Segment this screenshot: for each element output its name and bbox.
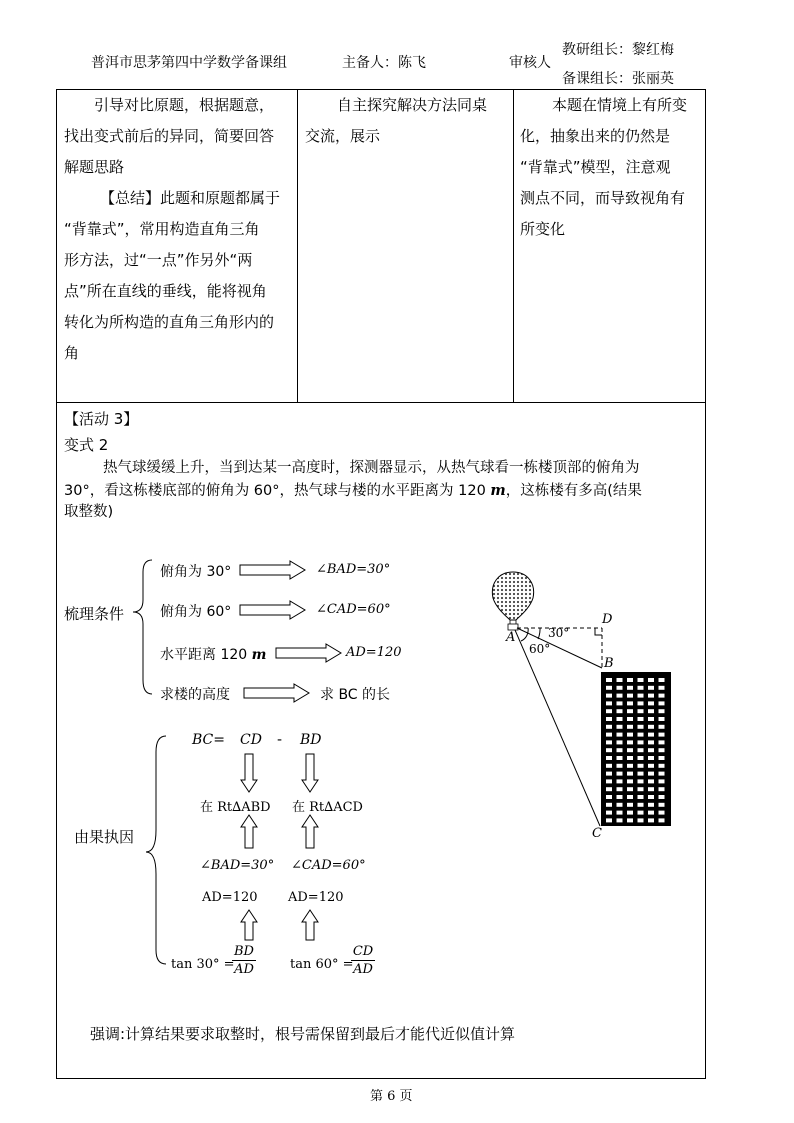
building-window [617,803,623,807]
building-window [627,764,633,768]
page-footer: 第 6 页 [370,1089,413,1104]
building-window [659,818,665,822]
building-window [659,772,665,776]
building-window [648,694,654,698]
building-window [638,725,644,729]
tan60-denominator: AD [353,962,373,977]
building-window [648,779,654,783]
header-group-leader: 备课组长：张丽英 [562,71,674,87]
building-window [638,694,644,698]
text-line: 转化为所构造的直角三角形内的 [64,313,275,331]
building-window [638,748,644,752]
angle-30-arc [538,628,540,639]
building-window [648,772,654,776]
building-window [648,818,654,822]
building-window [659,764,665,768]
problem-line-3: 取整数) [64,504,114,520]
building-window [617,787,623,791]
building-window [617,795,623,799]
text-line: 找出变式前后的异同，简要回答 [64,127,275,145]
reasoning-ang2: ∠CAD=60° [291,858,366,873]
building-window [648,756,654,760]
reasoning-label: 由果执因 [74,828,135,846]
building-window [659,701,665,705]
condition-3-left [160,644,266,664]
building-window [606,725,612,729]
tan60-numerator: CD [352,944,374,959]
building-window [659,725,665,729]
angle-60-label: 60° [529,642,551,656]
header-preparer: 主备人：陈飞 [342,55,426,71]
building-window [606,811,612,815]
building-window [606,709,612,713]
building-window [627,709,633,713]
problem-unit: m [490,482,506,499]
building-window [627,725,633,729]
building-window [627,756,633,760]
reasoning-minus: - [277,732,283,748]
building-window [627,678,633,682]
building-window [659,795,665,799]
arrow-1 [240,561,305,579]
building-window [638,764,644,768]
text-line: 测点不同，而导致视角有 [520,189,686,207]
text-line: 角 [64,344,80,362]
building-window [617,811,623,815]
building-window [627,733,633,737]
building-window [638,818,644,822]
building-window [606,686,612,690]
text-line: 自主探究解决方法同桌 [337,96,488,114]
arrow-2 [240,601,305,619]
building-window [627,686,633,690]
building-window [617,725,623,729]
point-a-label: A [506,630,516,645]
building-window [617,733,623,737]
up-arrow-3 [241,910,257,940]
text-line: 【总结】此题和原题都属于 [100,189,281,207]
building-window [638,686,644,690]
condition-2-left: 俯角为 60° [160,604,232,620]
building-window [648,725,654,729]
building-window [648,811,654,815]
building-window [638,678,644,682]
condition-3-unit: m [251,647,267,663]
reasoning-ad2: AD=120 [288,890,344,905]
building-window [627,795,633,799]
reasoning-ad1: AD=120 [202,890,258,905]
building-window [648,709,654,713]
header-reviewer: 审核人 [509,55,551,71]
building-window [627,803,633,807]
text-line: 形方法，过“一点”作另外“两 [64,251,253,269]
reasoning-cd: CD [240,732,262,748]
building-window [627,811,633,815]
condition-3-right: AD=120 [346,645,402,660]
building-window [617,717,623,721]
fraction-bar [232,960,256,961]
arrow-4 [244,684,309,702]
tan60-label: tan 60° = [290,957,354,972]
building-window [606,733,612,737]
tan30-denominator: AD [234,962,254,977]
building-window [659,748,665,752]
building-window [617,694,623,698]
activity-title: 【活动 3】 [64,410,139,428]
building-window [659,811,665,815]
building-window [606,740,612,744]
building-window [648,787,654,791]
building-window [638,811,644,815]
building-window [617,686,623,690]
condition-3-text: 水平距离 120 [160,647,252,663]
conditions-brace [133,560,152,694]
emphasis-note: 强调:计算结果要求取整时，根号需保留到最后才能代近似值计算 [90,1025,516,1043]
building-window [606,779,612,783]
point-b-label: B [604,656,614,671]
building-window [617,756,623,760]
building-window [627,748,633,752]
line-ac [515,630,600,826]
condition-1-right: ∠BAD=30° [316,562,391,577]
point-c-label: C [592,826,602,841]
reasoning-rt1: 在 Rt∆ABD [200,800,271,815]
building-window [627,818,633,822]
building-window [617,772,623,776]
right-angle-mark [595,628,602,635]
building-window [638,779,644,783]
building-window [659,709,665,713]
building-window [606,748,612,752]
reasoning-ang1: ∠BAD=30° [200,858,275,873]
text-line: 点”所在直线的垂线，能将视角 [64,282,267,300]
point-d-label: D [602,612,613,627]
building-window [648,748,654,752]
tan30-numerator: BD [234,944,254,959]
building-window [648,803,654,807]
building-window [606,678,612,682]
condition-1-left: 俯角为 30° [160,564,232,580]
down-arrow-2 [302,754,318,792]
building-window [638,709,644,713]
fraction-bar [351,960,375,961]
building-window [648,733,654,737]
building-window [638,772,644,776]
building-window [606,717,612,721]
building-window [606,818,612,822]
building-window [617,764,623,768]
building-window [648,740,654,744]
building-window [659,740,665,744]
building-window [638,740,644,744]
building-window [627,772,633,776]
building-window [617,678,623,682]
building-window [648,717,654,721]
building-window [617,779,623,783]
building-window [627,694,633,698]
building-window [606,701,612,705]
reasoning-bd: BD [300,732,322,748]
problem-line-2a: 30°，看这栋楼底部的俯角为 60°，热气球与楼的水平距离为 120 [64,483,491,499]
building-window [627,701,633,705]
building-window [606,756,612,760]
building-window [606,764,612,768]
building-window [659,694,665,698]
building-window [638,787,644,791]
building-window [659,803,665,807]
building-window [659,787,665,791]
building-window [627,717,633,721]
down-arrow-1 [241,754,257,792]
building-window [648,764,654,768]
problem-line-1: 热气球缓缓上升，当到达某一高度时，探测器显示，从热气球看一栋楼顶部的俯角为 [103,460,640,476]
building-window [606,772,612,776]
condition-4-left: 求楼的高度 [160,687,230,703]
building-window [648,686,654,690]
angle-30-label: 30° [548,626,570,640]
building-window [627,787,633,791]
building-window [606,787,612,791]
building-window [648,701,654,705]
building-window [659,779,665,783]
problem-line-2b: ，这栋楼有多高(结果 [505,483,642,499]
variant-label: 变式 2 [64,436,109,454]
building-window [606,694,612,698]
up-arrow-1 [241,815,257,848]
building-window [638,701,644,705]
building-window [617,709,623,713]
building-window [659,756,665,760]
balloon-icon [492,572,533,630]
building-window [638,795,644,799]
condition-2-right: ∠CAD=60° [316,602,391,617]
text-line: 交流，展示 [305,127,381,145]
text-line: “背靠式”，常用构造直角三角 [64,220,260,238]
text-line: 解题思路 [64,158,125,176]
header-org: 普洱市思茅第四中学数学备课组 [91,55,287,71]
text-line: 所变化 [520,220,566,238]
building-window [659,686,665,690]
building-window [638,803,644,807]
building-window [638,733,644,737]
tan30-fraction [232,944,256,977]
header-research-leader: 教研组长：黎红梅 [562,42,674,58]
building-window [606,803,612,807]
tan60-fraction [351,944,375,977]
building-window [648,795,654,799]
reasoning-bc: BC= [192,732,225,748]
text-line: 本题在情境上有所变 [552,96,688,114]
up-arrow-4 [302,910,318,940]
condition-4-right: 求 BC 的长 [320,687,391,703]
text-line: 化，抽象出来的仍然是 [520,127,671,145]
arrow-3 [276,644,341,662]
building-window [627,740,633,744]
text-line: 引导对比原题，根据题意， [94,96,275,114]
building-window [606,795,612,799]
building-window [617,701,623,705]
building-window [659,678,665,682]
building-window [627,779,633,783]
building-window [617,818,623,822]
reasoning-rt2: 在 Rt∆ACD [292,800,363,815]
building-window [617,740,623,744]
tan30-label: tan 30° = [171,957,235,972]
reasoning-brace [146,736,166,964]
building-window [617,748,623,752]
building-window [659,733,665,737]
conditions-label: 梳理条件 [64,605,125,623]
building-window [648,678,654,682]
text-line: “背靠式”模型，注意观 [520,158,671,176]
building-window [638,756,644,760]
building-window [659,717,665,721]
building-window [638,717,644,721]
up-arrow-2 [302,815,318,848]
